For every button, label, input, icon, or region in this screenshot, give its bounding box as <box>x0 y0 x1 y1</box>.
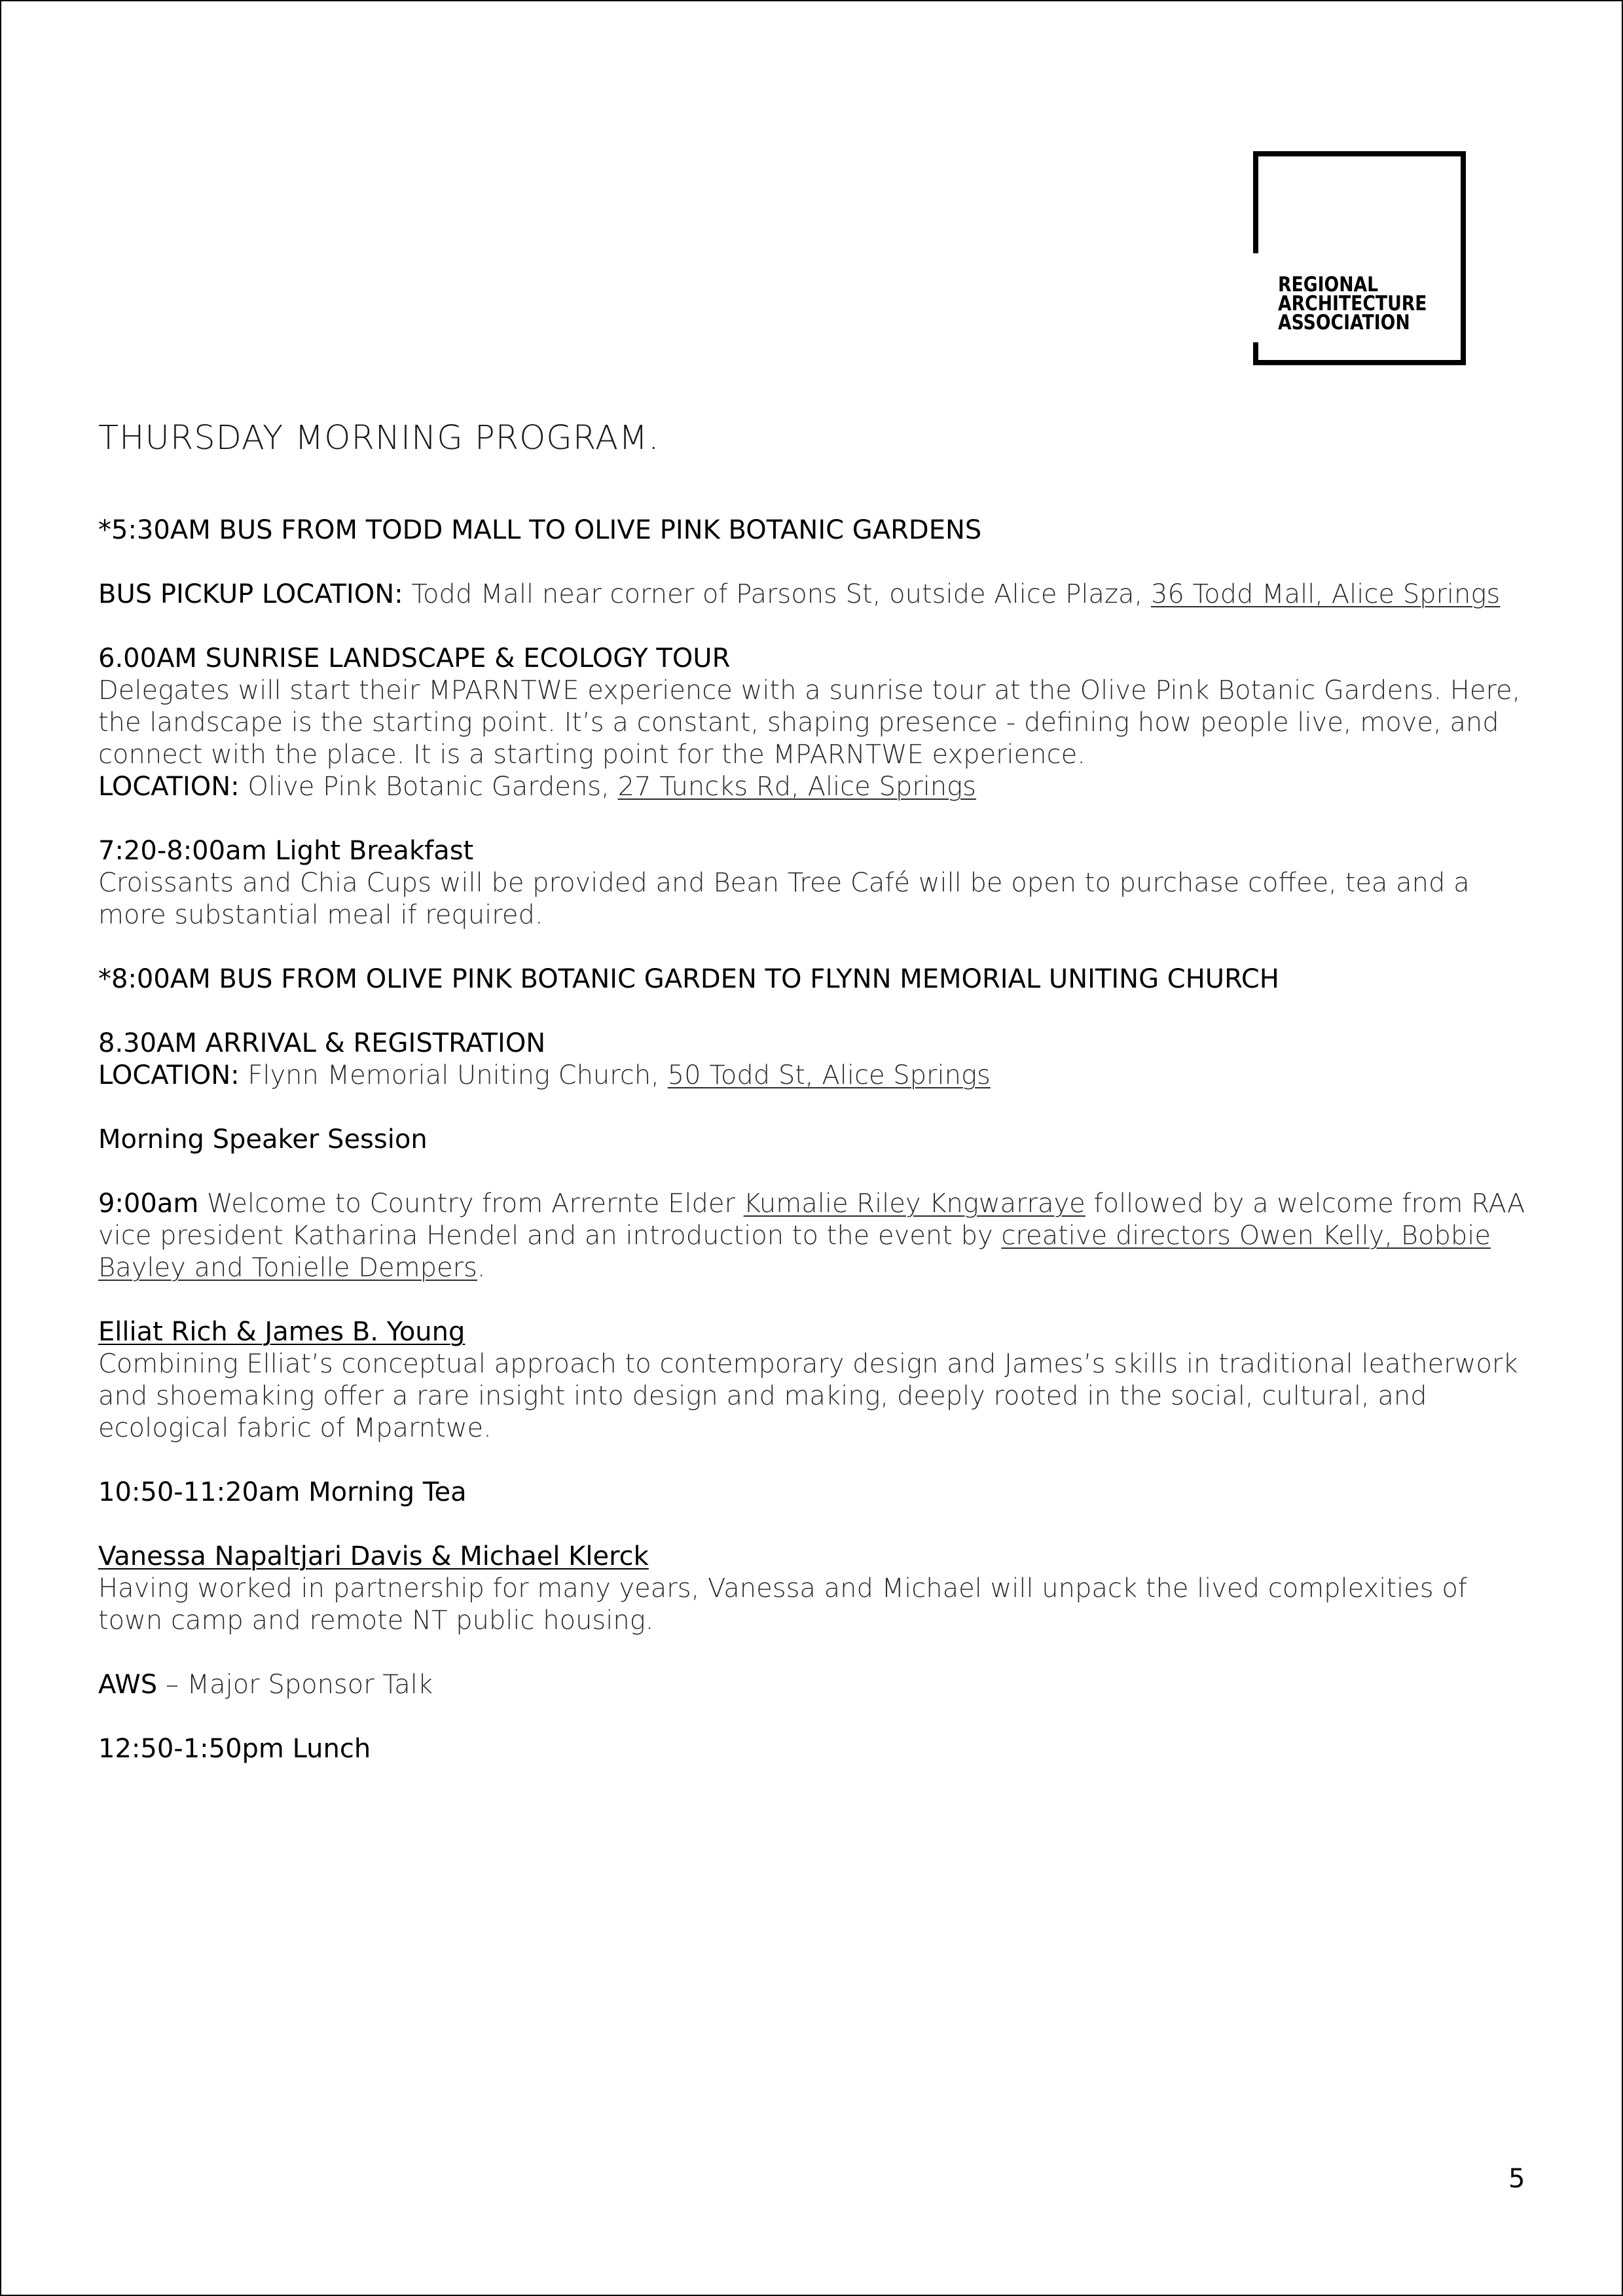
bus-pickup <box>98 579 1525 611</box>
bus-to-church-heading: *8:00AM BUS FROM OLIVE PINK BOTANIC GARDEN TO FLYNN MEMORIAL UNITING CHURCH <box>98 964 1279 994</box>
sunrise-tour-heading: 6.00AM SUNRISE LANDSCAPE & ECOLOGY TOUR <box>98 643 731 673</box>
tour-location-link[interactable]: 27 Tuncks Rd, Alice Springs <box>617 772 977 802</box>
logo-frame-gap <box>1253 253 1258 342</box>
welcome-to-country <box>98 1188 1525 1284</box>
logo-wordmark <box>1278 273 1427 334</box>
bus-to-church <box>98 963 1525 996</box>
program-content <box>98 514 1525 1765</box>
arrival-heading: 8.30AM ARRIVAL & REGISTRATION <box>98 1028 546 1058</box>
welcome-time: 9:00am <box>98 1189 199 1219</box>
raa-logo <box>1253 151 1466 365</box>
welcome-text-2: followed by a welcome from RAA vice president Katharina Hendel and an introduction to the event by <box>98 1189 1525 1251</box>
sponsor-label: AWS <box>98 1670 158 1700</box>
speaker1-description: Combining Elliat’s conceptual approach to contemporary design and James’s skills in traditional leatherwork and shoemaking offer a rare insight into design and making, deeply rooted in the social, cultural, and ecological fabric of Mparntwe. <box>98 1349 1518 1443</box>
light-breakfast <box>98 835 1525 931</box>
lunch <box>98 1733 1525 1765</box>
speaker-rich-young <box>98 1316 1525 1444</box>
welcome-text-3: . <box>477 1253 486 1283</box>
sponsor-text: – Major Sponsor Talk <box>165 1670 433 1700</box>
elder-link[interactable]: Kumalie Riley Kngwarraye <box>743 1189 1085 1219</box>
welcome-text-1: Welcome to Country from Arrernte Elder <box>207 1189 735 1219</box>
sponsor-talk <box>98 1669 1525 1701</box>
pickup-address-link[interactable]: 36 Todd Mall, Alice Springs <box>1150 579 1501 609</box>
logo-line-3: ASSOCIATION <box>1278 311 1410 334</box>
bus-to-gardens <box>98 514 1525 547</box>
speaker-davis-klerck <box>98 1541 1525 1637</box>
speaker1-link[interactable]: Elliat Rich & James B. Young <box>98 1317 465 1347</box>
pickup-text: Todd Mall near corner of Parsons St, outside Alice Plaza, <box>411 579 1143 609</box>
breakfast-heading: 7:20-8:00am Light Breakfast <box>98 836 474 866</box>
session-heading: Morning Speaker Session <box>98 1124 428 1155</box>
creative-directors-link[interactable]: creative directors Owen Kelly, Bobbie Bayley and Tonielle Dempers <box>98 1221 1491 1283</box>
logo-line-2: ARCHITECTURE <box>1278 292 1427 315</box>
arrival-location-text: Flynn Memorial Uniting Church, <box>247 1060 659 1090</box>
bus-to-gardens-heading: *5:30AM BUS FROM TODD MALL TO OLIVE PINK BOTANIC GARDENS <box>98 515 982 545</box>
morning-speaker-session <box>98 1124 1525 1156</box>
arrival-registration <box>98 1028 1525 1092</box>
sunrise-tour <box>98 643 1525 803</box>
pickup-label: BUS PICKUP LOCATION: <box>98 579 403 609</box>
page-number: 5 <box>1508 2164 1525 2194</box>
lunch-heading: 12:50-1:50pm Lunch <box>98 1734 371 1764</box>
arrival-location-label: LOCATION: <box>98 1060 240 1090</box>
speaker2-description: Having worked in partnership for many years, Vanessa and Michael will unpack the lived complexities of town camp and remote NT public housing. <box>98 1573 1467 1636</box>
sunrise-tour-description: Delegates will start their MPARNTWE experience with a sunrise tour at the Olive Pink Botanic Gardens. Here, the landscape is the starting point. It’s a constant, shaping presence - defining how people live, move, and connect with the place. It is a starting point for the MPARNTWE experience. <box>98 675 1521 770</box>
tour-location-text: Olive Pink Botanic Gardens, <box>247 772 610 802</box>
page-title: THURSDAY MORNING PROGRAM. <box>98 419 660 457</box>
arrival-location-link[interactable]: 50 Todd St, Alice Springs <box>667 1060 991 1090</box>
morning-tea <box>98 1477 1525 1509</box>
logo-line-1: REGIONAL <box>1278 273 1379 296</box>
speaker2-link[interactable]: Vanessa Napaltjari Davis & Michael Klerck <box>98 1541 649 1571</box>
breakfast-description: Croissants and Chia Cups will be provided and Bean Tree Café will be open to purchase coffee, tea and a more substantial meal if required. <box>98 868 1470 930</box>
tour-location-label: LOCATION: <box>98 772 240 802</box>
tea-heading: 10:50-11:20am Morning Tea <box>98 1477 467 1507</box>
